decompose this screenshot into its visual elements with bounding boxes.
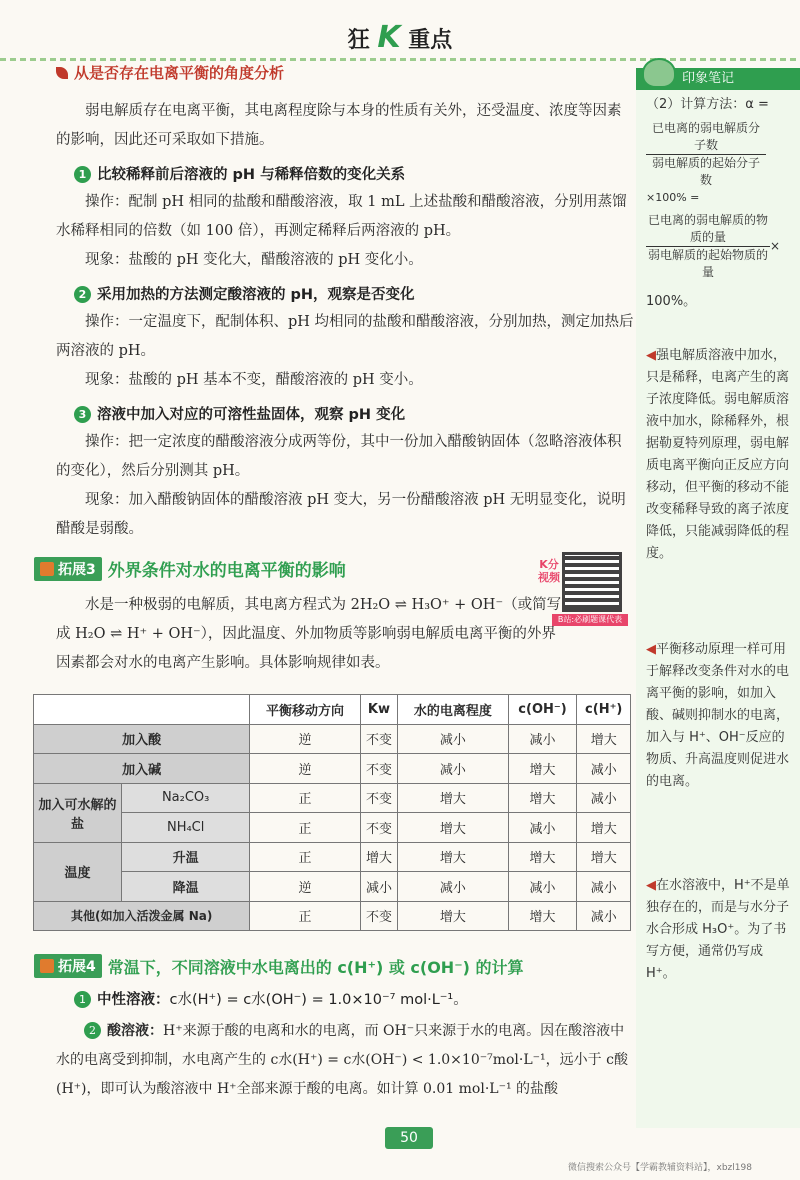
- table-header-cell: 平衡移动方向: [250, 695, 360, 725]
- item-phenomenon: 现象：加入醋酸钠固体的醋酸溶液 pH 变大，另一份醋酸溶液 pH 无明显变化，说明醋酸是弱酸。: [56, 492, 626, 537]
- extension-3-paragraph: 水是一种极弱的电解质，其电离方程式为 2H₂O ⇌ H₃O⁺ + OH⁻（或简写成 H₂O ⇌ H⁺ + OH⁻），因此温度、外加物质等影响弱电解质电离平衡的外界因素都会对水的电离产生影响。具体影响规律如表。: [56, 597, 562, 671]
- number-badge-1: 1: [74, 166, 91, 183]
- table-cell: 增大: [508, 754, 577, 784]
- table-cell: 正: [250, 842, 360, 872]
- table-cell: 减小: [577, 754, 631, 784]
- table-header-cell: c(OH⁻): [508, 695, 577, 725]
- row-label: 加入酸: [34, 724, 250, 754]
- table-cell: 增大: [577, 813, 631, 843]
- number-badge-2: 2: [74, 286, 91, 303]
- item-heading: 酸溶液：: [107, 1023, 163, 1039]
- table-cell: 减小: [508, 724, 577, 754]
- row-label: 其他(如加入活泼金属 Na): [34, 901, 250, 931]
- table-cell: 减小: [360, 872, 398, 902]
- item-2-paragraph: [56, 1017, 634, 1104]
- item-heading: 溶液中加入对应的可溶性盐固体，观察 pH 变化: [97, 407, 406, 423]
- percent-text: 100%。: [646, 294, 697, 309]
- notes-bar-title: 印象笔记: [682, 71, 735, 86]
- table-cell: 增大: [508, 901, 577, 931]
- table-row: [34, 901, 631, 931]
- extension-4-heading: [34, 954, 634, 978]
- table-cell: 不变: [360, 754, 398, 784]
- table-cell: 正: [250, 901, 360, 931]
- table-cell: 正: [250, 813, 360, 843]
- item-2: [56, 283, 634, 395]
- extension-title: 外界条件对水的电离平衡的影响: [107, 561, 346, 581]
- book-icon: [40, 959, 54, 973]
- item-operation: 操作：一定温度下，配制体积、pH 均相同的盐酸和醋酸溶液，分别加热，测定加热后两溶液的 pH。: [56, 314, 634, 359]
- extension-4: [56, 942, 634, 1104]
- row-label: 升温: [122, 842, 250, 872]
- table-cell: 不变: [360, 724, 398, 754]
- item-body: H⁺来源于酸的电离和水的电离，而 OH⁻只来源于水的电离。因在酸溶液中水的电离受到抑制，水电离产生的 c水(H⁺) = c水(OH⁻) < 1.0×10⁻⁷mol·L⁻¹，远小于 c酸(H⁺)，即可认为酸溶液中 H⁺全部来源于酸的电离。如计算 0.01 mol·L⁻¹ 的盐酸: [56, 1023, 628, 1097]
- table-header-cell: c(H⁺): [577, 695, 631, 725]
- item-operation: 操作：配制 pH 相同的盐酸和醋酸溶液，取 1 mL 上述盐酸和醋酸溶液，分别用蒸馏水稀释相同的倍数（如 100 倍），再测定稀释后两溶液的 pH。: [56, 194, 627, 239]
- row-label: NH₄Cl: [122, 813, 250, 843]
- qr-code-icon[interactable]: [562, 552, 622, 612]
- number-badge-3: 3: [74, 406, 91, 423]
- item-1: [56, 163, 634, 275]
- table-cell: 增大: [360, 842, 398, 872]
- table-header-row: [34, 695, 631, 725]
- page-header: [0, 20, 800, 55]
- number-badge-1: 1: [74, 991, 91, 1008]
- leaf-icon: [56, 67, 68, 79]
- video-label: K分视频: [538, 558, 560, 584]
- table-cell: 减小: [577, 872, 631, 902]
- watermark-text: 微信搜索公众号【学霸教辅资料站】，xbzl198: [568, 1163, 752, 1173]
- table-cell: 增大: [508, 842, 577, 872]
- section-heading: 从是否存在电离平衡的角度分析: [56, 62, 634, 83]
- table-cell: 增大: [508, 783, 577, 813]
- table-cell: 不变: [360, 813, 398, 843]
- times-100: ×100% =: [646, 191, 700, 204]
- item-3: [56, 403, 634, 544]
- item-heading: 比较稀释前后溶液的 pH 与稀释倍数的变化关系: [97, 167, 406, 183]
- table-row: [34, 842, 631, 872]
- table-row: [34, 724, 631, 754]
- item-phenomenon: 现象：盐酸的 pH 基本不变，醋酸溶液的 pH 变小。: [85, 372, 423, 388]
- triangle-icon: ◀: [646, 348, 656, 363]
- item-heading: 采用加热的方法测定酸溶液的 pH，观察是否变化: [97, 287, 415, 303]
- table-cell: 增大: [577, 724, 631, 754]
- table-cell: 减小: [508, 813, 577, 843]
- number-badge-2: 2: [84, 1022, 101, 1039]
- item-phenomenon: 现象：盐酸的 pH 变化大，醋酸溶液的 pH 变化小。: [85, 252, 423, 268]
- header-logo-k: K: [377, 20, 401, 55]
- sidebar-notes: [636, 68, 800, 1128]
- page-number: 50: [385, 1127, 433, 1149]
- table-cell: 增大: [398, 901, 508, 931]
- row-label: Na₂CO₃: [122, 783, 250, 813]
- extension-title: 常温下，不同溶液中水电离出的 c(H⁺) 或 c(OH⁻) 的计算: [107, 957, 524, 977]
- table-row: [34, 872, 631, 902]
- item-heading: 中性溶液：: [97, 992, 170, 1008]
- table-cell: 增大: [398, 783, 508, 813]
- table-cell: 减小: [398, 724, 508, 754]
- side-note-2: ◀平衡移动原理一样可用于解释改变条件对水的电离平衡的影响，如加入酸、碱则抑制水的电离，加入与 H⁺、OH⁻反应的物质、升高温度则促进水的电离。: [646, 642, 790, 789]
- side-note-1: ◀强电解质溶液中加水，只是稀释，电离产生的离子浓度降低。弱电解质溶液中加水，除稀释外，根据勒夏特列原理，弱电解质电离平衡向正反应方向移动，但平衡的移动不能改变稀释导致的离子浓度降低，只能减弱降低的程度。: [646, 348, 790, 561]
- table-header-cell: [34, 695, 250, 725]
- table-cell: 减小: [508, 872, 577, 902]
- table-cell: 减小: [577, 901, 631, 931]
- triangle-icon: ◀: [646, 878, 656, 893]
- video-qr-block[interactable]: [538, 548, 628, 628]
- table-cell: 正: [250, 783, 360, 813]
- row-label: 加入碱: [34, 754, 250, 784]
- row-label: 降温: [122, 872, 250, 902]
- notes-bar: [636, 68, 800, 90]
- row-group-label: 温度: [34, 842, 122, 901]
- table-cell: 不变: [360, 901, 398, 931]
- table-cell: 逆: [250, 872, 360, 902]
- table-cell: 逆: [250, 724, 360, 754]
- table-cell: 增大: [577, 842, 631, 872]
- side-note-3: ◀在水溶液中，H⁺不是单独存在的，而是与水分子水合形成 H₃O⁺。为了书写方便，通常仍写成 H⁺。: [646, 878, 790, 981]
- table-header-cell: Kw: [360, 695, 398, 725]
- water-ionization-table: [33, 694, 631, 931]
- table-row: [34, 754, 631, 784]
- extension-tag: 拓展3: [34, 557, 102, 581]
- book-icon: [40, 562, 54, 576]
- triangle-icon: ◀: [646, 642, 656, 657]
- table-cell: 减小: [577, 783, 631, 813]
- row-group-label: 加入可水解的盐: [34, 783, 122, 842]
- calc-method: （2）计算方法：α = $\frac{\text{已电离的弱电解质分子数}}{\text{弱电解质的起始分子数}}$ ×100% = $\frac{\text{已电离的弱电解质的物质的量}}{\text{弱电解质的起始物质的量}}$ × 100%。: [636, 90, 800, 317]
- header-title-right: 重点: [408, 28, 453, 53]
- extension-tag: 拓展4: [34, 954, 102, 978]
- table-cell: 增大: [398, 813, 508, 843]
- header-title-left: 狂: [347, 28, 370, 53]
- table-cell: 不变: [360, 783, 398, 813]
- table-cell: 逆: [250, 754, 360, 784]
- calc-intro: （2）计算方法：α =: [646, 97, 769, 112]
- fraction-1: $\frac{\text{已电离的弱电解质分子数}}{\text{弱电解质的起始分子数}}$: [646, 120, 766, 189]
- table-header-cell: 水的电离程度: [398, 695, 508, 725]
- item-operation: 操作：把一定浓度的醋酸溶液分成两等份，其中一份加入醋酸钠固体（忽略溶液体积的变化），然后分别测其 pH。: [56, 434, 622, 479]
- table-cell: 减小: [398, 754, 508, 784]
- elephant-icon: [642, 58, 676, 88]
- intro-paragraph: 弱电解质存在电离平衡，其电离程度除与本身的性质有关外，还受温度、浓度等因素的影响，因此还可采取如下措施。: [56, 103, 622, 148]
- table-cell: 增大: [398, 842, 508, 872]
- table-row: [34, 783, 631, 813]
- table-cell: 减小: [398, 872, 508, 902]
- table-row: [34, 813, 631, 843]
- header-divider: [0, 58, 800, 61]
- item-body: c水(H⁺) = c水(OH⁻) = 1.0×10⁻⁷ mol·L⁻¹。: [169, 992, 468, 1008]
- qr-caption: B站:必刷题课代表: [552, 614, 628, 626]
- fraction-2: $\frac{\text{已电离的弱电解质的物质的量}}{\text{弱电解质的起始物质的量}}$: [648, 213, 769, 279]
